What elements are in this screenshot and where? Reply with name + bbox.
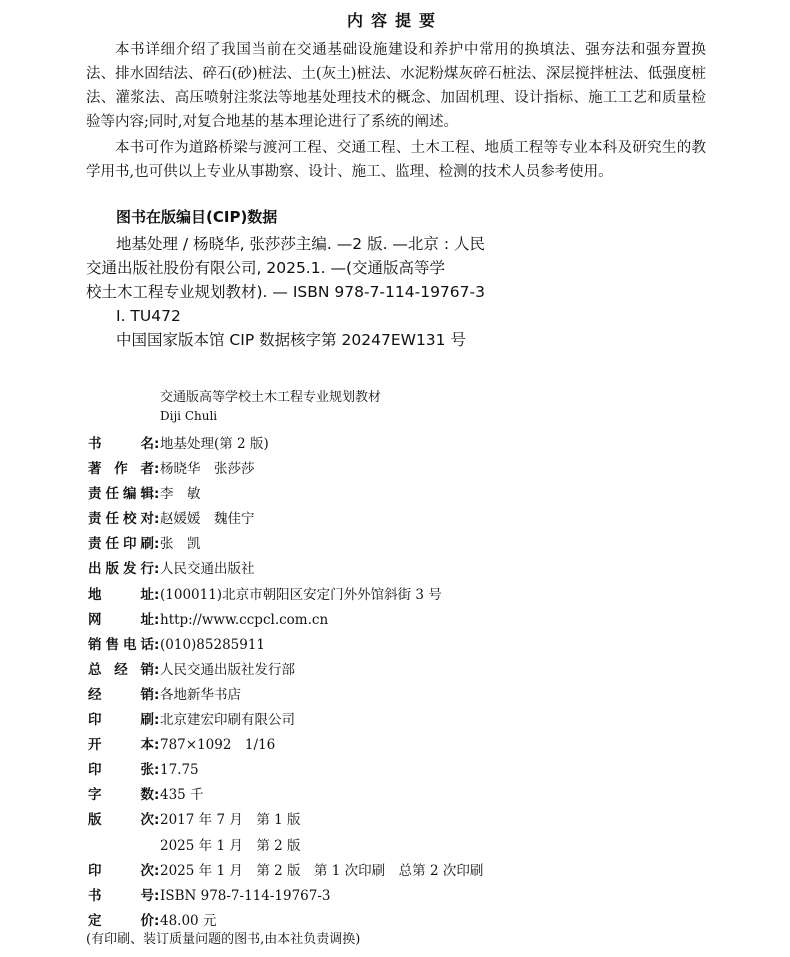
detail-label: 责 任 印 刷 — [88, 536, 154, 553]
detail-label: 销 售 电 话 — [88, 636, 154, 653]
detail-value: (010)85285911 — [160, 636, 266, 653]
detail-value: 2017 年 7 月 第 1 版 — [160, 812, 301, 829]
detail-row — [88, 658, 728, 683]
detail-row — [88, 708, 728, 733]
detail-colon: : — [154, 912, 160, 929]
detail-label: 印 次 — [88, 862, 154, 879]
detail-row — [88, 432, 728, 457]
detail-colon: : — [154, 611, 160, 628]
detail-label: 书 号 — [88, 887, 154, 904]
detail-row — [88, 532, 728, 557]
cip-title: 图书在版编目(CIP)数据 — [116, 208, 278, 226]
detail-colon: : — [154, 812, 160, 829]
detail-row — [88, 507, 728, 532]
cip-line: 交通出版社股份有限公司, 2025.1. —(交通版高等学 — [86, 259, 445, 277]
detail-label: 印 刷 — [88, 712, 154, 729]
detail-row — [88, 758, 728, 783]
cip-line: Ⅰ. TU472 — [116, 307, 181, 325]
detail-value: ISBN 978-7-114-19767-3 — [160, 887, 331, 904]
detail-label: 印 张 — [88, 762, 154, 779]
detail-value: 张 凯 — [160, 536, 201, 553]
detail-value: 地基处理(第 2 版) — [160, 436, 269, 452]
detail-colon: : — [154, 887, 160, 904]
detail-value: 北京建宏印刷有限公司 — [160, 712, 295, 729]
detail-value: (100011)北京市朝阳区安定门外外馆斜街 3 号 — [160, 586, 442, 603]
summary-paragraph: 本书详细介绍了我国当前在交通基础设施建设和养护中常用的换填法、强夯法和强夯置换法、排水固结法、碎石(砂)桩法、土(灰土)桩法、水泥粉煤灰碎石桩法、深层搅拌桩法、低强度桩法、灌浆法、高压喷射注浆法等地基处理技术的概念、加固机理、设计指标、施工工艺和质量检验等内容;同时,对复合地基的基本理论进行了系统的阐述。 — [86, 42, 706, 130]
detail-colon: : — [154, 561, 160, 578]
detail-colon: : — [154, 636, 160, 653]
detail-colon: : — [154, 862, 160, 879]
detail-colon: : — [154, 586, 160, 603]
detail-value: 人民交通出版社发行部 — [160, 661, 295, 678]
detail-label: 经 销 — [88, 686, 154, 703]
summary-paragraph: 本书可作为道路桥梁与渡河工程、交通工程、土木工程、地质工程等专业本科及研究生的教学用书,也可供以上专业从事勘察、设计、施工、监理、检测的技术人员参考使用。 — [86, 140, 706, 180]
detail-colon: : — [154, 486, 160, 503]
detail-label: 书 名 — [88, 436, 154, 452]
detail-colon: : — [154, 436, 160, 452]
summary-title: 内容提要 — [346, 11, 443, 30]
detail-colon: : — [154, 461, 160, 478]
detail-colon: : — [154, 737, 160, 754]
detail-colon: : — [154, 536, 160, 553]
detail-row — [88, 583, 728, 608]
detail-row — [88, 683, 728, 708]
detail-colon: : — [154, 511, 160, 528]
detail-label: 字 数 — [88, 787, 154, 804]
detail-value: 各地新华书店 — [160, 686, 241, 703]
detail-colon: : — [154, 787, 160, 804]
detail-label: 责 任 编 辑 — [88, 486, 154, 503]
detail-colon: : — [154, 762, 160, 779]
detail-value: 人民交通出版社 — [160, 561, 255, 578]
detail-row — [88, 733, 728, 758]
detail-value: 杨晓华 张莎莎 — [160, 461, 255, 478]
detail-label: 定 价 — [88, 912, 154, 929]
detail-label: 地 址 — [88, 586, 154, 603]
detail-label: 责 任 校 对 — [88, 511, 154, 528]
detail-value: 2025 年 1 月 第 2 版 第 1 次印刷 总第 2 次印刷 — [160, 862, 484, 879]
detail-row — [88, 783, 728, 808]
detail-label: 总 经 销 — [88, 661, 154, 678]
detail-row — [88, 482, 728, 507]
detail-value: 435 千 — [160, 787, 204, 804]
detail-value: http://www.ccpcl.com.cn — [160, 611, 329, 628]
cip-data-block — [86, 232, 706, 352]
detail-value: 787×1092 1/16 — [160, 737, 276, 754]
series-title: 交通版高等学校土木工程专业规划教材 — [160, 390, 382, 405]
detail-label: 网 址 — [88, 611, 154, 628]
detail-value: 李 敏 — [160, 486, 201, 503]
detail-colon: : — [154, 661, 160, 678]
detail-row — [88, 859, 728, 884]
detail-value: 48.00 元 — [160, 912, 217, 929]
detail-row — [88, 457, 728, 482]
summary-body — [86, 38, 706, 184]
detail-row — [88, 557, 728, 582]
detail-row — [88, 884, 728, 909]
cip-line: 中国国家版本馆 CIP 数据核字第 20247EW131 号 — [116, 331, 466, 349]
detail-label: 著 作 者 — [88, 461, 154, 478]
detail-row — [88, 808, 728, 833]
detail-value: 赵媛媛 魏佳宁 — [160, 511, 255, 528]
cip-line: 地基处理 / 杨晓华, 张莎莎主编. —2 版. —北京 : 人民 — [116, 235, 486, 253]
detail-value: 2025 年 1 月 第 2 版 — [160, 837, 301, 854]
detail-colon: : — [154, 686, 160, 703]
detail-label: 出 版 发 行 — [88, 561, 154, 578]
cip-line: 校土木工程专业规划教材). — ISBN 978-7-114-19767-3 — [86, 283, 485, 301]
detail-label: 版 次 — [88, 812, 154, 829]
detail-label: 开 本 — [88, 737, 154, 754]
pinyin-title: Diji Chuli — [160, 409, 218, 423]
detail-row — [88, 633, 728, 658]
detail-colon: : — [154, 712, 160, 729]
detail-row — [88, 834, 728, 859]
publication-details — [88, 432, 728, 934]
detail-row — [88, 608, 728, 633]
quality-note: (有印刷、装订质量问题的图书,由本社负责调换) — [86, 932, 361, 947]
detail-value: 17.75 — [160, 762, 199, 779]
